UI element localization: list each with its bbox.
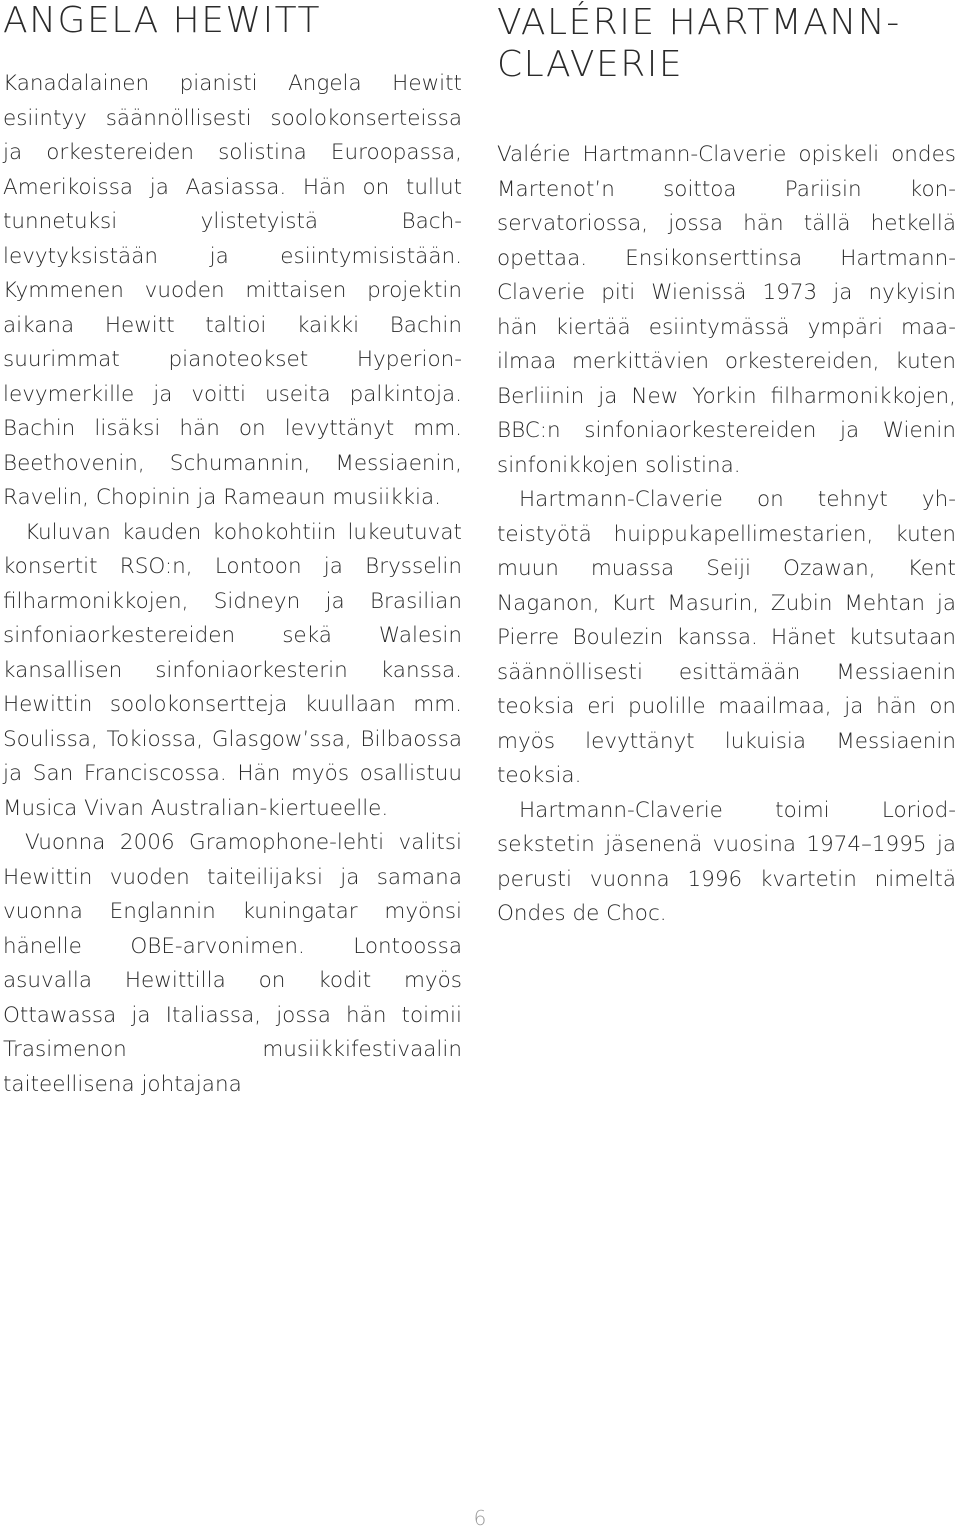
right-column (497, 0, 956, 932)
left-paragraph-2: Kuluvan kauden kohokohtiin lukeutuvat konsertit RSO:n, Lontoon ja Brysselin filharmonikkojen, Sidneyn ja Brasilian sinfoniaorkestereiden sekä Walesin kansallisen sinfoniaorkesterin kanssa. Hewittin soolokonsertteja kuullaan mm. Soulissa, Tokiossa, Glasgow’ssa, Bilbaossa ja San Franciscossa. Hän myös osallistuu Musica Vivan Australian-kiertueelle. (3, 519, 462, 821)
left-column (3, 0, 462, 1102)
right-paragraph-3: Hartmann-Claverie toimi Loriod-sekstetin jäsenenä vuosina 1974–1995 ja perusti vuonna 1996 kvartetin nimeltä Ondes de Choc. (497, 797, 956, 926)
right-paragraph-2: Hartmann-Claverie on tehnyt yhteistyötä huippukapellimestarien, kuten muun muassa Seiji Ozawan, Kent Naganon, Kurt Masurin, Zubin Mehtan ja Pierre Boulezin kanssa. Hänet kutsutaan säännöllisesti esittämään Messiaenin teoksia eri puolille maailmaa, ja hän on myös levyttänyt lukuisia Messiaenin teoksia. (497, 487, 956, 788)
left-paragraph-3: Vuonna 2006 Gramophone-lehti valitsi Hewittin vuoden taiteilijaksi ja samana vuonna Englannin kuningatar myönsi hänelle OBE-arvonimen. Lontoossa asuvalla Hewittilla on kodit myös Ottawassa ja Italiassa, jossa hän toimii Trasimenon musiikkifestivaalin taiteellisena johtajana (3, 830, 462, 1097)
left-heading: ANGELA HEWITT (3, 0, 322, 41)
page-number: 6 (473, 1506, 487, 1530)
right-paragraph-1: Valérie Hartmann-Claverie opiskeli ondes Martenot’n soittoa Pariisin konservatoriossa, jossa hän tällä hetkellä opettaa. Ensikonserttinsa Hartmann-Claverie piti Wienissä 1973 ja nykyisin hän kiertää esiintymässä ympäri maailmaa merkittävien orkestereiden, kuten Berliinin ja New Yorkin filharmonikkojen, BBC:n sinfoniaorkestereiden ja Wienin sinfonikkojen solistina. (497, 142, 956, 478)
right-heading: VALÉRIE HARTMANN-CLAVERIE (497, 2, 901, 85)
left-paragraph-1: Kanadalainen pianisti Angela Hewitt esiintyy säännöllisesti soolokonserteissa ja orkestereiden solistina Euroopassa, Amerikoissa ja Aasiassa. Hän on tullut tunnetuksi ylistetyistä Bach-levytyksistään ja esiintymisistään. Kymmenen vuoden mittaisen projektin aikana Hewitt taltioi kaikki Bachin suurimmat pianoteokset Hyperion-levymerkille ja voitti useita palkintoja. Bachin lisäksi hän on levyttänyt mm. Beethovenin, Schumannin, Messiaenin, Ravelin, Chopinin ja Rameaun musiikkia. (3, 71, 462, 510)
